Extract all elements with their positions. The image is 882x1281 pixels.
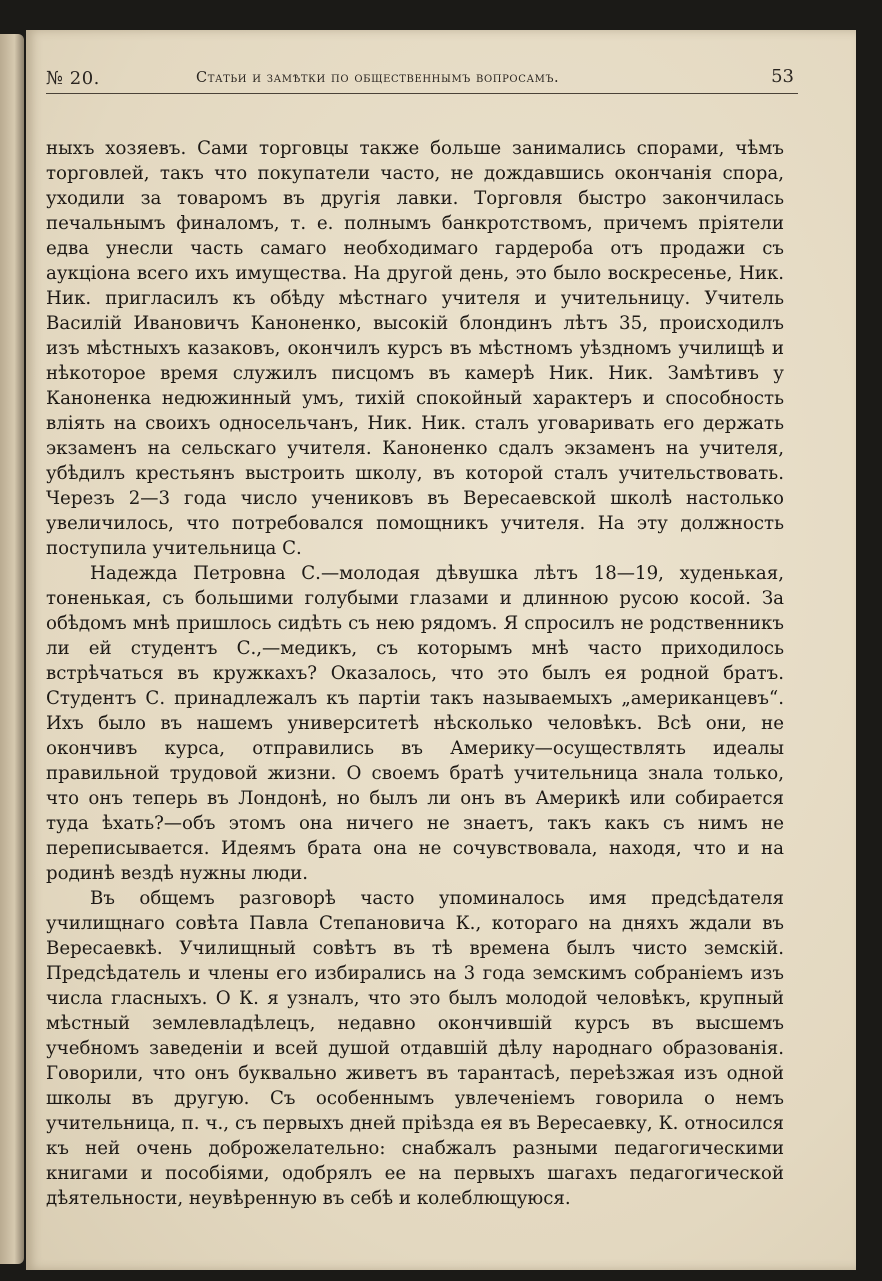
previous-page-edge <box>0 34 24 1264</box>
paragraph-council: Въ общемъ разговорѣ часто упоминалось имя предсѣдателя училищнаго совѣта Павла Степановича К., котораго на дняхъ ждали въ Вересаевкѣ. Училищный совѣтъ въ тѣ времена былъ чисто земскій. Предсѣдатель и члены его избирались на 3 года земскимъ собраніемъ изъ числа гласныхъ. О К. я узналъ, что это былъ молодой человѣкъ, крупный мѣстный землевладѣлецъ, недавно окончившій курсъ въ высшемъ учебномъ заведеніи и всей душой отдавшій дѣлу народнаго образованія. Говорили, что онъ буквально живетъ въ тарантасѣ, переѣзжая изъ одной школы въ другую. Съ особеннымъ увлеченіемъ говорила о немъ учительница, п. ч., съ первыхъ дней пріѣзда ея въ Вересаевку, К. относился къ ней очень доброжелательно: снабжалъ разными педагогическими книгами и пособіями, одобрялъ ее на первыхъ шагахъ педагогической дѣятельности, неувѣренную въ себѣ и колеблющуюся. <box>46 888 784 1209</box>
paragraph-continuation: ныхъ хозяевъ. Сами торговцы также больше занимались спорами, чѣмъ торговлей, такъ что покупатели часто, не дождавшись окончанія спора, уходили за товаромъ въ другія лавки. Торговля быстро закончилась печальнымъ финаломъ, т. е. полнымъ банкротствомъ, причемъ пріятели едва унесли часть самаго необходимаго гардероба отъ продажи съ аукціона всего ихъ имущества. На другой день, это было воскресенье, Ник. Ник. пригласилъ къ обѣду мѣстнаго учителя и учительницу. Учитель Василій Ивановичъ Каноненко, высокій блондинъ лѣтъ 35, происходилъ изъ мѣстныхъ казаковъ, окончилъ курсъ въ мѣстномъ уѣздномъ училищѣ и нѣкоторое время служилъ писцомъ въ камерѣ Ник. Ник. Замѣтивъ у Каноненка недюжинный умъ, тихій спокойный характеръ и способность вліять на своихъ односельчанъ, Ник. Ник. сталъ уговаривать его держать экзаменъ на сельскаго учителя. Каноненко сдалъ экзаменъ на учителя, убѣдилъ крестьянъ выстроить школу, въ которой сталъ учительствовать. Черезъ 2—3 года число учениковъ въ Вересаевской школѣ настолько увеличилось, что потребовался помощникъ учителя. На эту должность поступила учительница С. <box>46 138 784 559</box>
running-header <box>46 64 794 94</box>
issue-number: № 20. <box>46 68 100 89</box>
page-number: 53 <box>771 66 794 87</box>
running-title: Статьи и замѣтки по общественнымъ вопросамъ. <box>196 70 560 86</box>
body-text <box>46 136 784 1211</box>
paragraph-nadezhda: Надежда Петровна С.—молодая дѣвушка лѣтъ 18—19, худенькая, тоненькая, съ большими голубыми глазами и длинною русою косой. За обѣдомъ мнѣ пришлось сидѣть съ нею рядомъ. Я спросилъ не родственникъ ли ей студентъ С.,—медикъ, съ которымъ мнѣ часто приходилось встрѣчаться въ кружкахъ? Оказалось, что это былъ ея родной братъ. Студентъ С. принадлежалъ къ партіи такъ называемыхъ „американцевъ“. Ихъ было въ нашемъ университетѣ нѣсколько человѣкъ. Всѣ они, не окончивъ курса, отправились въ Америку—осуществлять идеалы правильной трудовой жизни. О своемъ братѣ учительница знала только, что онъ теперь въ Лондонѣ, но былъ ли онъ въ Америкѣ или собирается туда ѣхать?—объ этомъ она ничего не знаетъ, такъ какъ съ нимъ не переписывается. Идеямъ брата она не сочувствовала, находя, что и на родинѣ вездѣ нужны люди. <box>46 563 784 884</box>
header-rule <box>46 93 798 94</box>
